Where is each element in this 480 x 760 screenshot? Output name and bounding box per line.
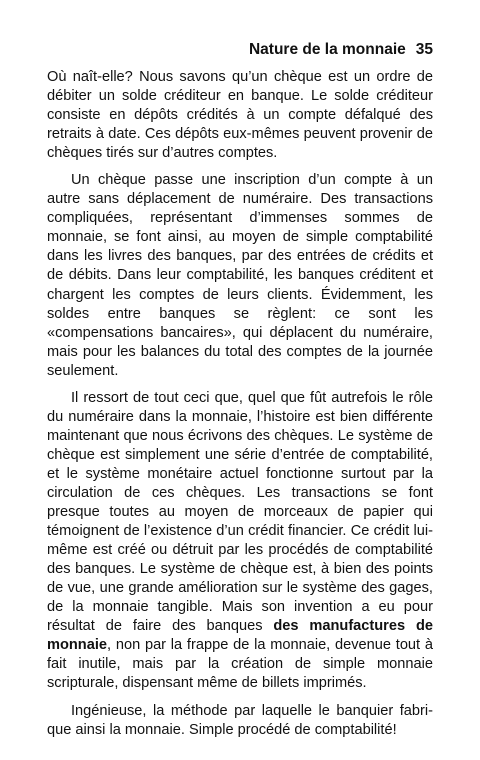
book-page <box>47 40 433 740</box>
text-segment: Où naît-elle? Nous savons qu’un chèque est un ordre de débiter un solde créditeur en banque. Le solde créditeur consiste en dépôts crédités à un compte défalqué des retraits à date. Ces dépôts eux-mêmes peuvent provenir de chèques tirés sur d’autres comptes. <box>47 69 433 162</box>
page-number: 35 <box>415 41 433 58</box>
paragraph <box>47 68 433 163</box>
body-text <box>47 68 433 740</box>
running-header <box>47 40 433 60</box>
paragraph <box>47 702 433 740</box>
emphasis-text: des manufactures de monnaie <box>47 618 433 654</box>
text-segment: , non par la frappe de la monnaie, devenue tout à fait inutile, mais par la création de simple monnaie scripturale, dispensant même de billets imprimés. <box>47 637 433 692</box>
paragraph <box>47 389 433 694</box>
text-segment: Il ressort de tout ceci que, quel que fût autrefois le rôle du numéraire dans la monnaie, l’histoire est bien différente maintenant que nous écrivons des chèques. Le système de chèque est simplement une série d’entrée de comptabilité, et le système monétaire actuel fonctionne surtout par la circulation de ces chèques. Les transactions se font presque toutes au moyen de morceaux de papier qui témoignent de l’existence d’un crédit financier. Ce crédit lui-même est créé ou détruit par les procédés de comptabilité des banques. Le système de chèque est, à bien des points de vue, une grande amélioration sur le système des gages, de la monnaie tangible. Mais son invention a eu pour résultat de faire des banques <box>47 389 433 635</box>
text-segment: Un chèque passe une inscription d’un compte à un autre sans déplacement de numéraire. Des transactions compliquées, représentant d’immenses sommes de monnaie, se font ainsi, au moyen de simple comptabilité dans les livres des banques, par des entrées de crédits et de débits. Dans leur comptabilité, les banques créditent et chargent les comptes de leurs clients. Évidemment, les soldes entre banques se règlent: ce sont les «compensations bancaires», qui déplacent du numéraire, mais pour les balances du total des comptes de la journée seulement. <box>47 172 433 379</box>
paragraph <box>47 171 433 381</box>
text-segment: Ingénieuse, la méthode par laquelle le banquier fabrique ainsi la monnaie. Simple procédé de comptabilité! <box>47 702 433 738</box>
chapter-title: Nature de la monnaie <box>248 41 406 58</box>
